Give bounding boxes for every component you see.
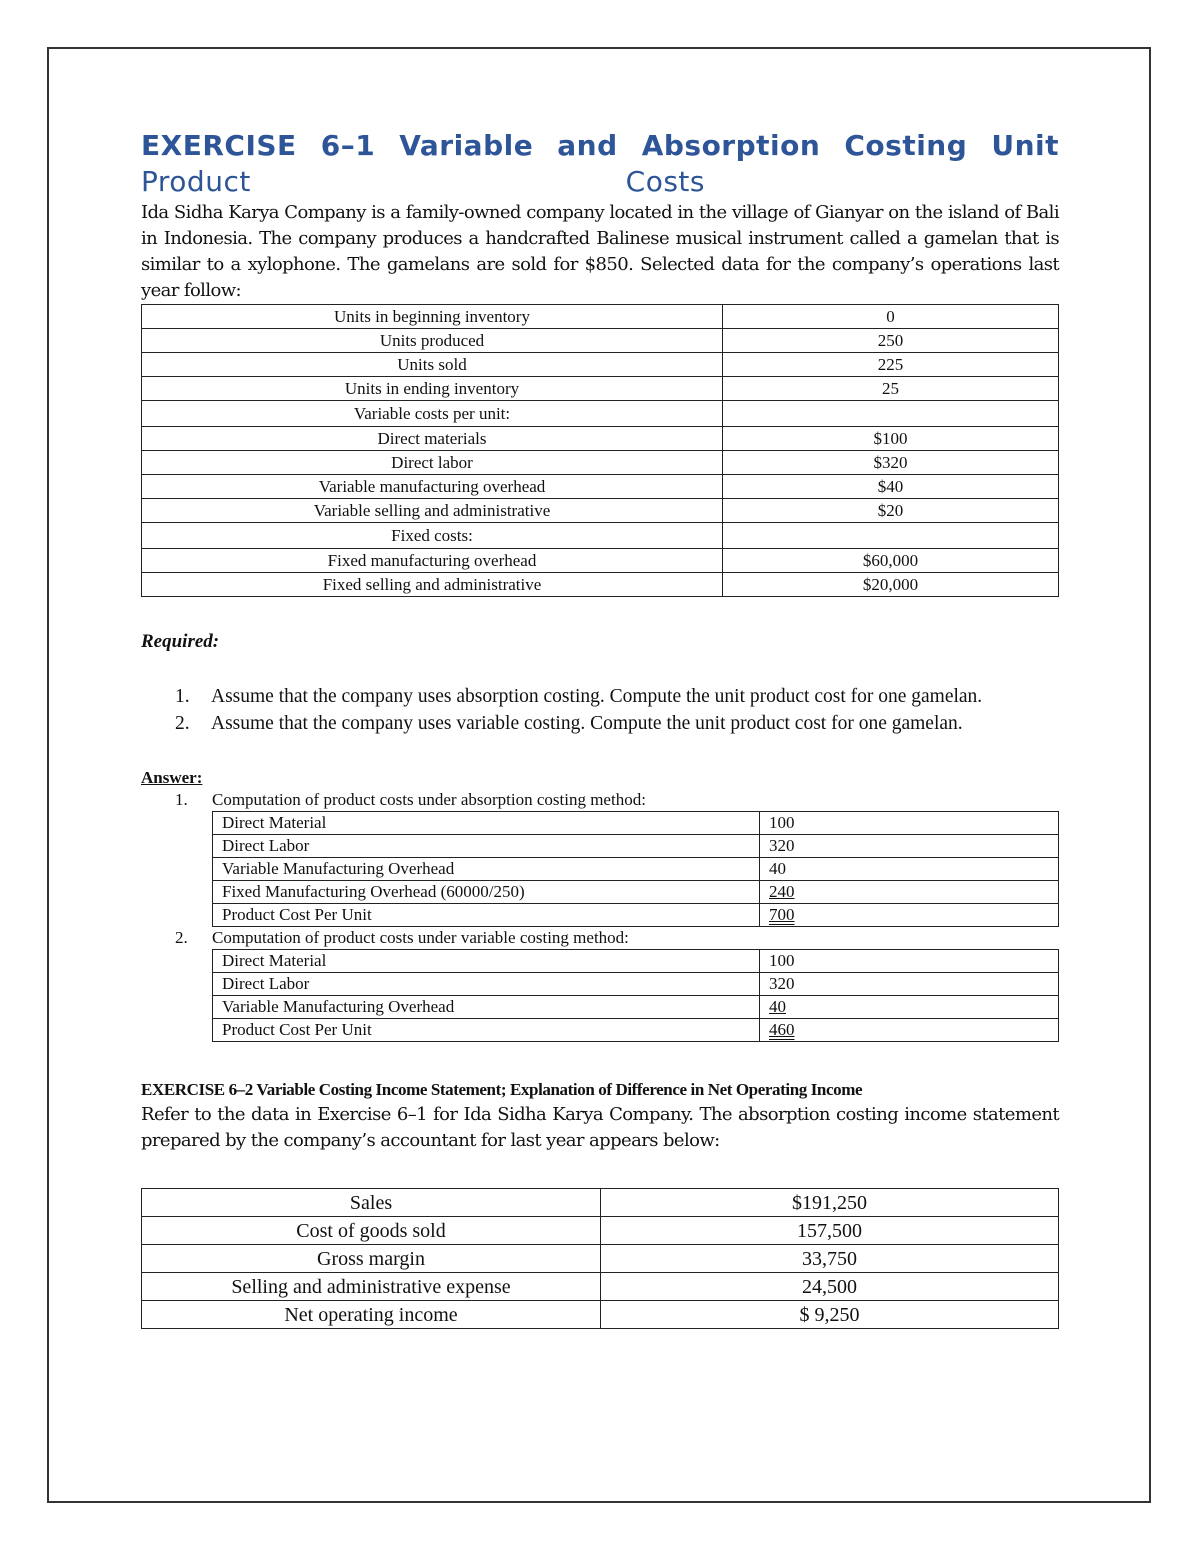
item-text: Assume that the company uses absorption costing. Compute the unit product cost for one gamelan. xyxy=(211,686,983,707)
row-label: Direct Material xyxy=(213,812,760,835)
exercise-1-title xyxy=(141,128,1059,164)
table-row xyxy=(142,353,1059,377)
table-row xyxy=(213,950,1059,973)
row-value: 25 xyxy=(723,377,1059,401)
row-label: Cost of goods sold xyxy=(142,1217,601,1245)
row-value: 0 xyxy=(723,305,1059,329)
row-value: 100 xyxy=(760,812,1059,835)
item-number: 2. xyxy=(175,713,190,734)
exercise-2-intro: Refer to the data in Exercise 6–1 for Ida Sidha Karya Company. The absorption costing income statement prepared by the company’s accountant for last year appears below: xyxy=(141,1104,1059,1151)
double-underlined-total: 700 xyxy=(769,905,795,924)
table-row xyxy=(142,1301,1059,1329)
answer-2-heading xyxy=(141,927,1059,949)
table-row xyxy=(142,427,1059,451)
item-text: Assume that the company uses variable costing. Compute the unit product cost for one gamelan. xyxy=(211,713,963,734)
row-label: Net operating income xyxy=(142,1301,601,1329)
answer-heading: Answer: xyxy=(141,768,203,787)
table-row xyxy=(142,1217,1059,1245)
heading-text: Computation of product costs under variable costing method: xyxy=(212,928,629,947)
answer-1-heading xyxy=(141,789,1059,811)
table-row xyxy=(142,377,1059,401)
variable-costing-table xyxy=(212,949,1059,1042)
row-value: 24,500 xyxy=(601,1273,1059,1301)
table-row xyxy=(213,812,1059,835)
row-value: $191,250 xyxy=(601,1189,1059,1217)
row-value xyxy=(723,523,1059,549)
title-word-product: Product xyxy=(141,165,251,198)
table-row xyxy=(213,973,1059,996)
table-row xyxy=(213,881,1059,904)
row-label: Direct materials xyxy=(142,427,723,451)
title-line-2 xyxy=(141,164,705,200)
row-value: $ 9,250 xyxy=(601,1301,1059,1329)
row-value: $320 xyxy=(723,451,1059,475)
row-label: Variable manufacturing overhead xyxy=(142,475,723,499)
row-label: Direct Material xyxy=(213,950,760,973)
table-row xyxy=(142,1245,1059,1273)
underlined-value: 40 xyxy=(769,997,786,1016)
required-list xyxy=(141,683,1059,737)
row-value: $20,000 xyxy=(723,573,1059,597)
table-row xyxy=(142,475,1059,499)
row-label: Units produced xyxy=(142,329,723,353)
row-label: Units in ending inventory xyxy=(142,377,723,401)
row-label: Units in beginning inventory xyxy=(142,305,723,329)
required-item xyxy=(141,683,1059,710)
row-label: Direct labor xyxy=(142,451,723,475)
table-row xyxy=(213,996,1059,1019)
table-row xyxy=(142,573,1059,597)
exercise-2-title: EXERCISE 6–2 Variable Costing Income Statement; Explanation of Difference in Net Operating Income xyxy=(141,1080,863,1099)
row-value: 250 xyxy=(723,329,1059,353)
table-row xyxy=(142,1189,1059,1217)
row-value xyxy=(760,996,1059,1019)
table-row xyxy=(142,305,1059,329)
underlined-value: 240 xyxy=(769,882,795,901)
row-label: Direct Labor xyxy=(213,973,760,996)
row-label: Fixed selling and administrative xyxy=(142,573,723,597)
operations-data-table xyxy=(141,304,1059,597)
table-row xyxy=(142,1273,1059,1301)
table-row xyxy=(142,499,1059,523)
row-label: Fixed costs: xyxy=(142,523,723,549)
title-line-1: EXERCISE 6–1 Variable and Absorption Costing Unit xyxy=(141,129,1059,162)
table-row xyxy=(142,523,1059,549)
row-label: Product Cost Per Unit xyxy=(213,1019,760,1042)
item-number: 1. xyxy=(175,686,190,707)
row-label: Product Cost Per Unit xyxy=(213,904,760,927)
table-row xyxy=(142,451,1059,475)
row-label: Variable costs per unit: xyxy=(142,401,723,427)
table-row xyxy=(213,904,1059,927)
row-value: 40 xyxy=(760,858,1059,881)
document-body xyxy=(141,128,1059,1329)
row-value: 320 xyxy=(760,835,1059,858)
row-label: Sales xyxy=(142,1189,601,1217)
table-row xyxy=(213,835,1059,858)
row-value: 157,500 xyxy=(601,1217,1059,1245)
absorption-costing-table xyxy=(212,811,1059,927)
row-label: Units sold xyxy=(142,353,723,377)
row-label: Variable selling and administrative xyxy=(142,499,723,523)
title-word-costs: Costs xyxy=(625,165,705,198)
heading-text: Computation of product costs under absorption costing method: xyxy=(212,790,646,809)
item-number: 1. xyxy=(175,790,188,809)
row-value xyxy=(760,904,1059,927)
table-row xyxy=(142,401,1059,427)
table-row xyxy=(213,1019,1059,1042)
row-label: Selling and administrative expense xyxy=(142,1273,601,1301)
required-item xyxy=(141,710,1059,737)
row-value: $100 xyxy=(723,427,1059,451)
exercise-1-intro: Ida Sidha Karya Company is a family-owned company located in the village of Gianyar on the island of Bali in Indonesia. The company produces a handcrafted Balinese musical instrument called a gamelan that is similar to a xylophone. The gamelans are sold for $850. Selected data for the company’s operations last year follow: xyxy=(141,202,1059,301)
row-label: Variable Manufacturing Overhead xyxy=(213,858,760,881)
table-row xyxy=(142,549,1059,573)
required-heading: Required: xyxy=(141,631,220,652)
table-row xyxy=(142,329,1059,353)
row-label: Gross margin xyxy=(142,1245,601,1273)
double-underlined-total: 460 xyxy=(769,1020,795,1039)
row-value: $60,000 xyxy=(723,549,1059,573)
row-label: Fixed manufacturing overhead xyxy=(142,549,723,573)
row-value xyxy=(723,401,1059,427)
row-value xyxy=(760,1019,1059,1042)
row-value: $20 xyxy=(723,499,1059,523)
row-value xyxy=(760,881,1059,904)
item-number: 2. xyxy=(175,928,188,947)
row-value: 225 xyxy=(723,353,1059,377)
row-label: Fixed Manufacturing Overhead (60000/250) xyxy=(213,881,760,904)
income-statement-table xyxy=(141,1188,1059,1329)
row-label: Direct Labor xyxy=(213,835,760,858)
table-row xyxy=(213,858,1059,881)
row-value: $40 xyxy=(723,475,1059,499)
row-value: 33,750 xyxy=(601,1245,1059,1273)
row-value: 320 xyxy=(760,973,1059,996)
row-label: Variable Manufacturing Overhead xyxy=(213,996,760,1019)
row-value: 100 xyxy=(760,950,1059,973)
